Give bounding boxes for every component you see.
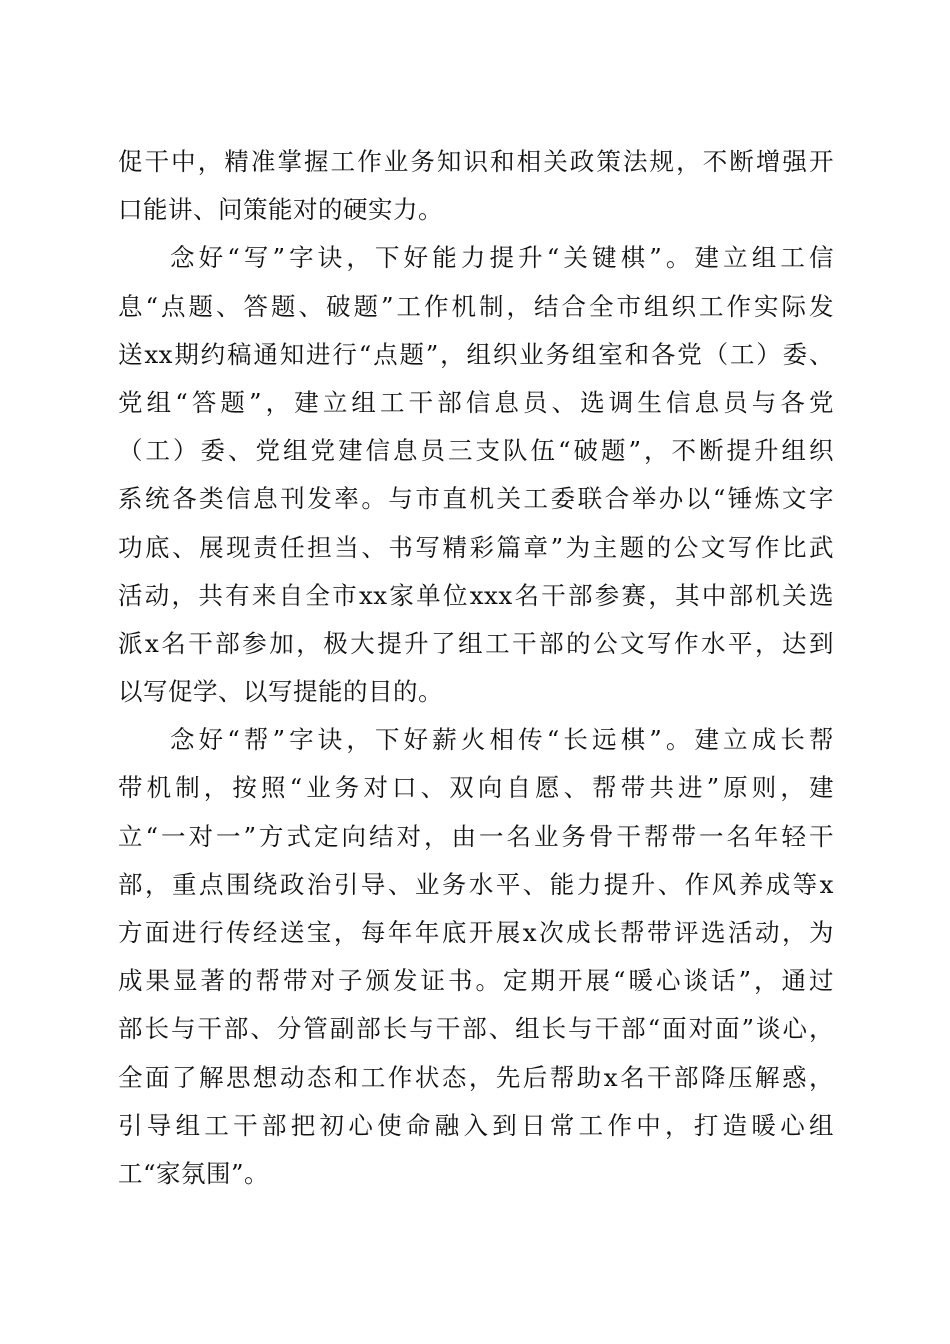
paragraph-line: 口能讲、问策能对的硬实力。 <box>118 195 443 225</box>
paragraph-line: 部长与干部、分管副部长与干部、组长与干部“面对面”谈心， <box>118 1014 834 1044</box>
document-body <box>118 138 834 1198</box>
paragraph-line: 送xx期约稿通知进行“点题”，组织业务组室和各党（工）委、 <box>118 339 834 369</box>
paragraph-line: 工“家氛围”。 <box>118 1158 270 1188</box>
paragraph-line: 立“一对一”方式定向结对，由一名业务骨干帮带一名年轻干 <box>118 821 834 851</box>
paragraph-line: 党组“答题”，建立组工干部信息员、选调生信息员与各党 <box>118 387 834 417</box>
paragraph-line: 全面了解思想动态和工作状态，先后帮助x名干部降压解惑， <box>118 1062 834 1092</box>
paragraph-line: 以写促学、以写提能的目的。 <box>118 677 443 707</box>
paragraph-line: 息“点题、答题、破题”工作机制，结合全市组织工作实际发 <box>118 291 834 321</box>
paragraph-line: （工）委、党组党建信息员三支队伍“破题”，不断提升组织 <box>118 436 834 466</box>
paragraph-line: 方面进行传经送宝，每年年底开展x次成长帮带评选活动，为 <box>118 918 834 947</box>
paragraph-line: 促干中，精准掌握工作业务知识和相关政策法规，不断增强开 <box>118 147 834 176</box>
paragraph-line: 派x名干部参加，极大提升了组工干部的公文写作水平，达到 <box>118 628 834 658</box>
paragraph-line: 成果显著的帮带对子颁发证书。定期开展“暖心谈话”，通过 <box>118 966 834 996</box>
paragraph-line: 部，重点围绕政治引导、业务水平、能力提升、作风养成等x <box>118 869 834 899</box>
paragraph-line: 系统各类信息刊发率。与市直机关工委联合举办以“锤炼文字 <box>118 484 834 514</box>
paragraph-line: 念好“写”字诀，下好能力提升“关键棋”。建立组工信 <box>170 243 834 273</box>
paragraph-line: 活动，共有来自全市xx家单位xxx名干部参赛，其中部机关选 <box>118 580 834 610</box>
paragraph-line: 功底、展现责任担当、书写精彩篇章”为主题的公文写作比武 <box>118 532 834 562</box>
paragraph-line: 念好“帮”字诀，下好薪火相传“长远棋”。建立成长帮 <box>170 725 834 755</box>
paragraph-line: 引导组工干部把初心使命融入到日常工作中，打造暖心组 <box>118 1110 834 1140</box>
paragraph-line: 带机制，按照“业务对口、双向自愿、帮带共进”原则，建 <box>118 773 834 803</box>
